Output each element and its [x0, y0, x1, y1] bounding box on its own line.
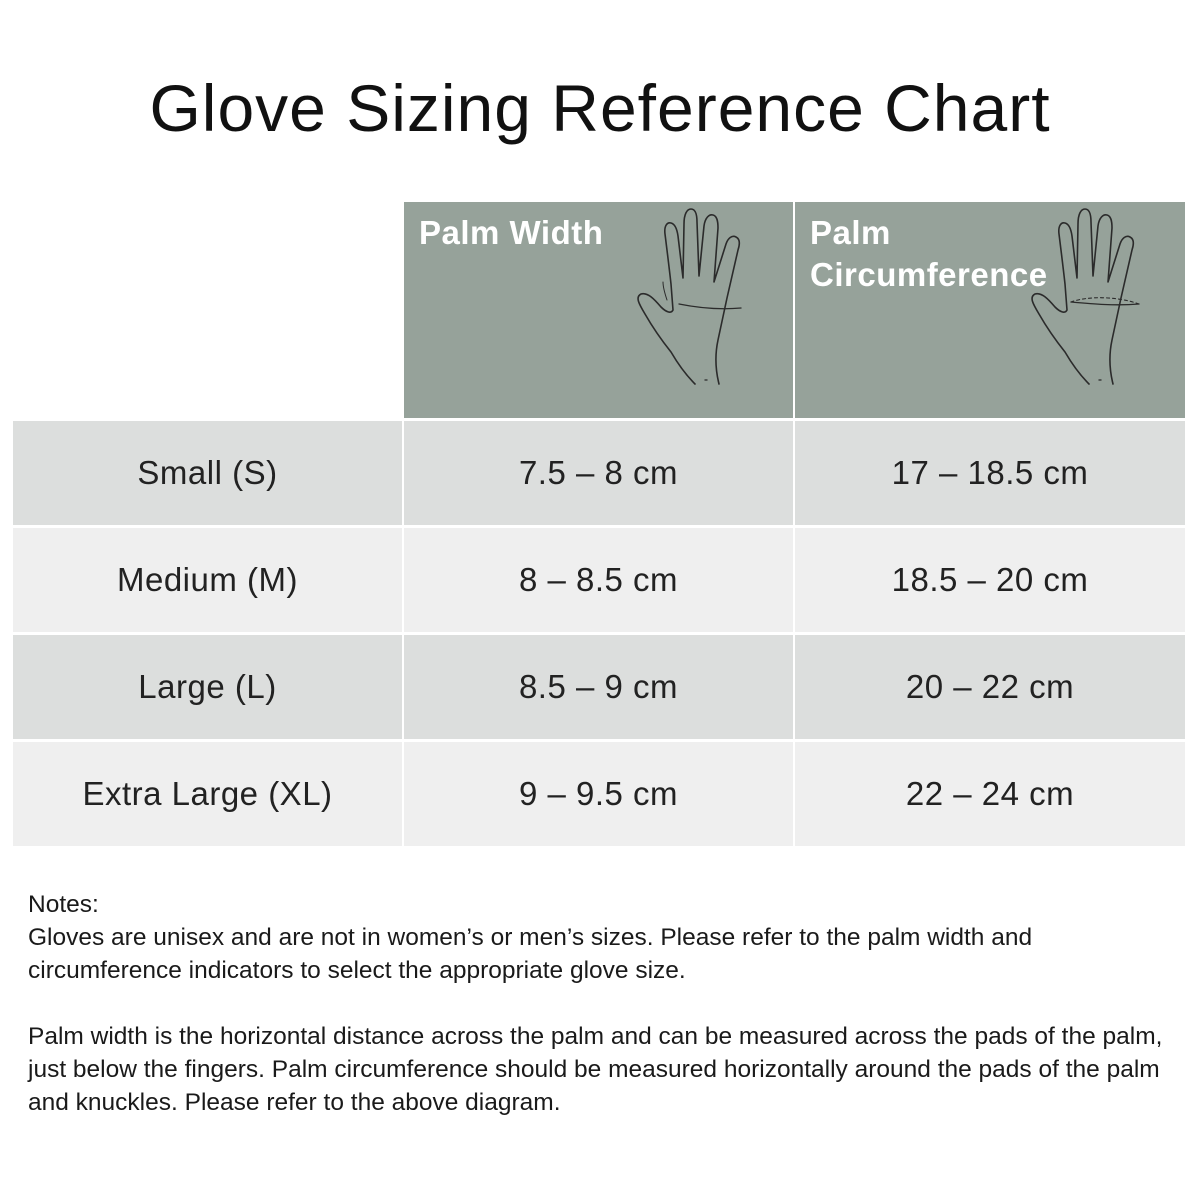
header-palm-width	[404, 202, 793, 418]
table-row	[13, 421, 1185, 525]
page-title: Glove Sizing Reference Chart	[149, 71, 1051, 145]
notes-heading: Notes:	[28, 891, 99, 918]
notes-paragraph-1: Gloves are unisex and are not in women’s or men’s sizes. Please refer to the palm width and circumference indicators to select the appropriate glove size.	[28, 924, 1033, 984]
table-row	[13, 742, 1185, 846]
size-cell: Small (S)	[13, 421, 402, 525]
notes-spacer	[28, 987, 1178, 1020]
header-palm-circumference-label-line1: Palm	[810, 214, 891, 251]
size-cell: Large (L)	[13, 635, 402, 739]
notes-paragraph-2: Palm width is the horizontal distance across the palm and can be measured across the pads of the palm, just below the fingers. Palm circumference should be measured horizontally around the pads of the palm and knuckles. Please refer to the above diagram.	[28, 1023, 1163, 1116]
header-palm-circumference-label-line2: Circumference	[810, 256, 1048, 293]
table-row	[13, 635, 1185, 739]
size-cell: Medium (M)	[13, 528, 402, 632]
header-palm-width-label: Palm Width	[419, 214, 604, 251]
size-cell: Extra Large (XL)	[13, 742, 402, 846]
palm-width-cell: 7.5 – 8 cm	[404, 421, 793, 525]
header-palm-circumference	[795, 202, 1185, 418]
notes-section	[28, 888, 1178, 1119]
palm-circumference-cell: 17 – 18.5 cm	[795, 421, 1185, 525]
table-row	[13, 528, 1185, 632]
palm-width-cell: 9 – 9.5 cm	[404, 742, 793, 846]
palm-circumference-cell: 20 – 22 cm	[795, 635, 1185, 739]
table-header	[13, 202, 1185, 418]
palm-width-cell: 8.5 – 9 cm	[404, 635, 793, 739]
size-table	[13, 202, 1185, 846]
palm-width-cell: 8 – 8.5 cm	[404, 528, 793, 632]
palm-circumference-cell: 22 – 24 cm	[795, 742, 1185, 846]
palm-circumference-cell: 18.5 – 20 cm	[795, 528, 1185, 632]
